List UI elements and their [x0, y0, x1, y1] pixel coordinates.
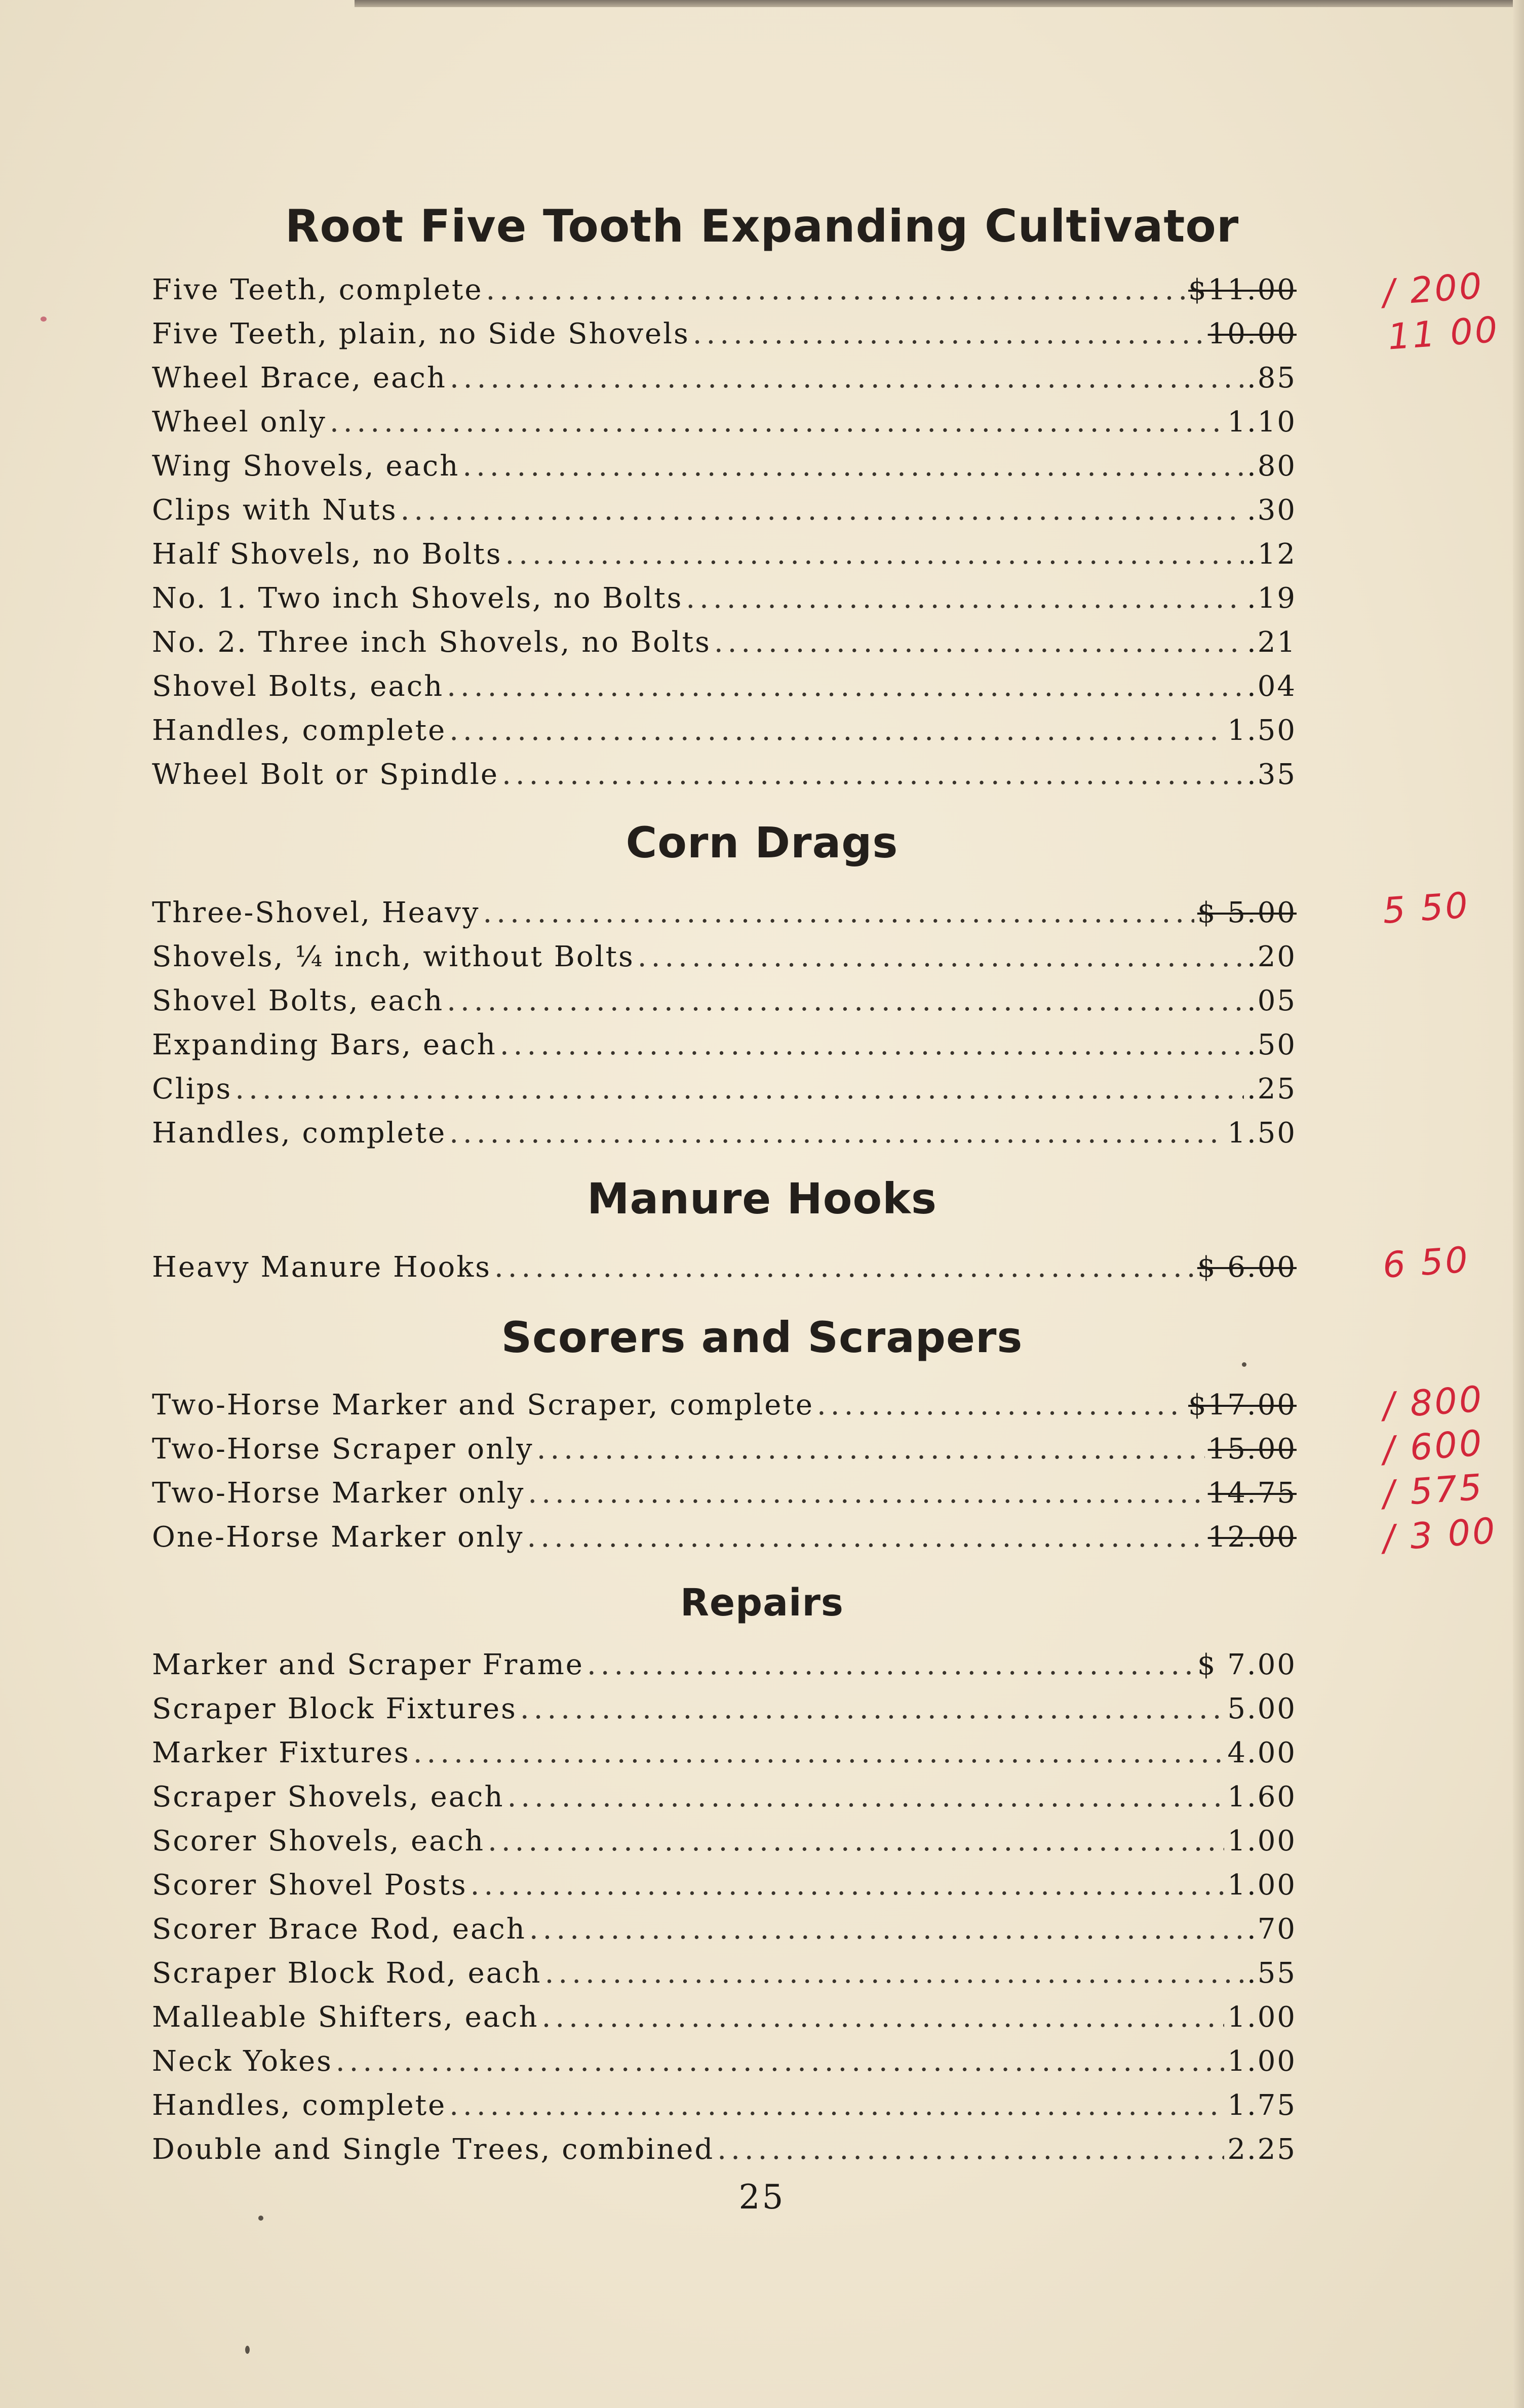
price: $ 7.00 [1197, 1648, 1297, 1681]
price-row: Neck Yokes ..... 1.00 [152, 2045, 1297, 2088]
paper-speck [245, 2346, 250, 2354]
price: .85 [1246, 362, 1297, 394]
price-row: Scorer Brace Rod, each ..... .70 [152, 1913, 1297, 1956]
price: .50 [1246, 1029, 1297, 1061]
price-row: Wheel Bolt or Spindle ..... .35 [152, 758, 1297, 802]
price-row: Shovels, ¼ inch, without Bolts ..... .20 [152, 940, 1297, 984]
price: 1.60 [1227, 1781, 1297, 1813]
price-row: Scorer Shovels, each ..... 1.00 [152, 1825, 1297, 1868]
price-row: One-Horse Marker only ..... 12.00 [152, 1521, 1297, 1564]
price: 1.00 [1227, 2045, 1297, 2078]
price-row: Two-Horse Scraper only ..... 15.00 [152, 1433, 1297, 1476]
price: 1.50 [1227, 714, 1297, 747]
price: $17.00 [1188, 1389, 1297, 1422]
paper-speck [41, 317, 47, 322]
price: 1.75 [1227, 2089, 1297, 2122]
handwritten-price-note: / 3 00 [1381, 1510, 1499, 1559]
price-row: Five Teeth, plain, no Side Shovels ..... 10.00 [152, 318, 1297, 361]
section-title-manure-hooks: Manure Hooks [587, 1174, 937, 1223]
price: .12 [1246, 538, 1297, 571]
price: .35 [1246, 758, 1297, 791]
price: $ 6.00 [1197, 1251, 1297, 1284]
price-row: Wheel Brace, each ..... .85 [152, 362, 1297, 405]
section-title-repairs: Repairs [680, 1581, 844, 1625]
price-row: Wheel only ..... 1.10 [152, 406, 1297, 449]
price: .21 [1246, 626, 1297, 659]
price-row: Handles, complete ..... 1.50 [152, 1117, 1297, 1160]
price: .25 [1246, 1073, 1297, 1106]
price: .55 [1246, 1957, 1297, 1990]
price: 1.00 [1227, 1825, 1297, 1858]
price-row: Scraper Block Rod, each ..... .55 [152, 1957, 1297, 2000]
section-title-scorers-scrapers: Scorers and Scrapers [501, 1313, 1023, 1362]
price-row: No. 1. Two inch Shovels, no Bolts ..... .19 [152, 582, 1297, 625]
price-row: Scraper Shovels, each ..... 1.60 [152, 1781, 1297, 1824]
handwritten-price-note: / 800 [1381, 1378, 1486, 1427]
handwritten-price-note: 6 50 [1381, 1239, 1471, 1286]
handwritten-price-note: / 575 [1381, 1466, 1486, 1515]
section-title-corn-drags: Corn Drags [626, 818, 898, 867]
price-row: Malleable Shifters, each ..... 1.00 [152, 2001, 1297, 2044]
section-title-cultivator: Root Five Tooth Expanding Cultivator [285, 200, 1239, 252]
price: 12.00 [1207, 1521, 1297, 1554]
price: .05 [1246, 984, 1297, 1017]
price: .80 [1246, 450, 1297, 483]
price: 5.00 [1227, 1692, 1297, 1725]
page-number: 25 [738, 2178, 786, 2217]
price-row: Wing Shovels, each ..... .80 [152, 450, 1297, 493]
price: 1.10 [1227, 406, 1297, 439]
price: .20 [1246, 940, 1297, 973]
price-row: Shovel Bolts, each ..... .04 [152, 670, 1297, 714]
price-row: Shovel Bolts, each ..... .05 [152, 984, 1297, 1028]
price-row: Clips with Nuts ..... .30 [152, 494, 1297, 537]
handwritten-price-note: / 600 [1381, 1422, 1486, 1471]
price: 14.75 [1207, 1477, 1297, 1510]
price-row: Handles, complete ..... 1.50 [152, 714, 1297, 758]
handwritten-price-note: / 200 [1381, 265, 1486, 313]
price: .70 [1246, 1913, 1297, 1946]
price-row: Half Shovels, no Bolts ..... .12 [152, 538, 1297, 581]
price: 1.00 [1227, 1869, 1297, 1902]
handwritten-price-note: 5 50 [1381, 884, 1471, 932]
price: $ 5.00 [1197, 896, 1297, 929]
price: 10.00 [1207, 318, 1297, 350]
page-top-edge [355, 0, 1524, 7]
price: .04 [1246, 670, 1297, 703]
price: $11.00 [1188, 273, 1297, 306]
price: 1.50 [1227, 1117, 1297, 1150]
price: .19 [1246, 582, 1297, 615]
price: 15.00 [1207, 1433, 1297, 1466]
price: 1.00 [1227, 2001, 1297, 2034]
price-row: Expanding Bars, each ..... .50 [152, 1029, 1297, 1072]
price: .30 [1246, 494, 1297, 527]
price-row: Marker and Scraper Frame ..... $ 7.00 [152, 1648, 1297, 1692]
price-row: Scorer Shovel Posts ..... 1.00 [152, 1869, 1297, 1912]
handwritten-price-note: 11 00 [1386, 308, 1501, 358]
price-row: Handles, complete ..... 1.75 [152, 2089, 1297, 2133]
price-row: Clips ..... .25 [152, 1073, 1297, 1116]
price-row: Scraper Block Fixtures ..... 5.00 [152, 1692, 1297, 1736]
price-row: Two-Horse Marker only ..... 14.75 [152, 1477, 1297, 1520]
price-row: Three-Shovel, Heavy ..... $ 5.00 [152, 896, 1297, 940]
paper-speck [258, 2216, 263, 2221]
price-row: Heavy Manure Hooks ..... $ 6.00 [152, 1251, 1297, 1294]
price: 4.00 [1227, 1736, 1297, 1769]
price-row: Five Teeth, complete ..... $11.00 [152, 273, 1297, 317]
price-row: Marker Fixtures ..... 4.00 [152, 1736, 1297, 1780]
price-row: Double and Single Trees, combined ..... 2.25 [152, 2133, 1297, 2177]
price-row: No. 2. Three inch Shovels, no Bolts ..... .21 [152, 626, 1297, 669]
paper-speck [1242, 1362, 1246, 1367]
price-row: Two-Horse Marker and Scraper, complete ..... $17.00 [152, 1389, 1297, 1432]
price: 2.25 [1227, 2133, 1297, 2166]
